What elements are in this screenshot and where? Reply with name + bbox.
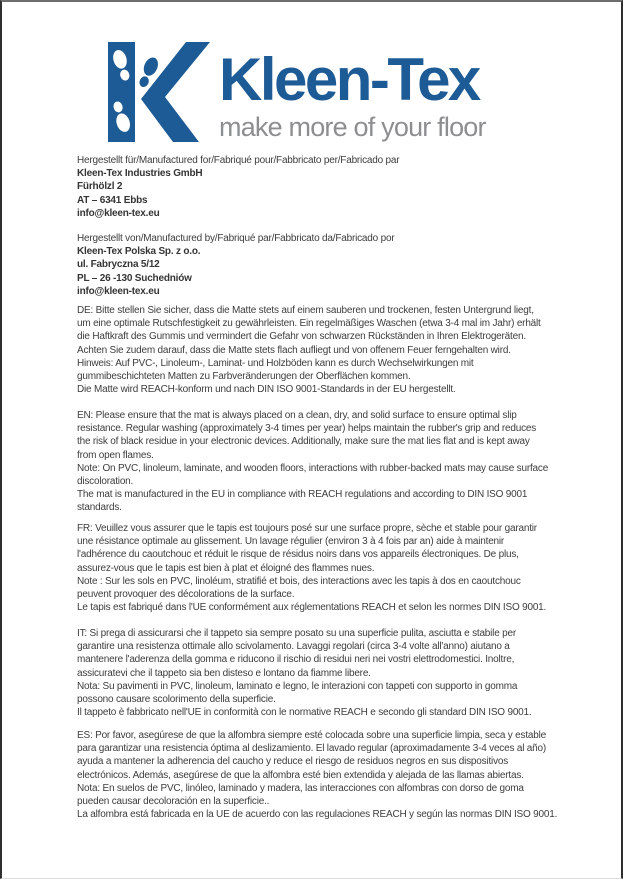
paragraph-line: Hinweis: Auf PVC-, Linoleum-, Laminat- und Holzböden kann es durch Wechselwirkungen mit <box>77 357 474 369</box>
manufactured-by-lines <box>77 245 394 298</box>
paragraph-line: gummibeschichteten Matten zu Farbveränderungen der Oberflächen kommen. <box>77 371 411 383</box>
paragraph-line: Note : Sur les sols en PVC, linoléum, stratifié et bois, des interactions avec les tapis à dos en caoutchouc <box>77 575 521 587</box>
paragraph-line: the risk of black residue in your electronic devices. Additionally, make sure the mat lies flat and is kept away <box>77 436 530 448</box>
paragraph-line: La alfombra está fabricada en la UE de acuerdo con las regulaciones REACH y según las normas DIN ISO 9001. <box>77 809 558 821</box>
paragraph-line: l'adhérence du caoutchouc et réduit le risque de résidus noirs dans vos appareils électroniques. De plus, <box>77 549 519 561</box>
paragraph-it <box>77 627 532 719</box>
address-line: Fürhölzl 2 <box>77 181 123 193</box>
paragraph-line: Nota: Su pavimenti in PVC, linoleum, laminato e legno, le interazioni con tappeti con supporto in gomma <box>77 680 518 692</box>
paragraph-line: DE: Bitte stellen Sie sicher, dass die Matte stets auf einem sauberen und trockenen, festen Untergrund liegt, <box>77 305 534 316</box>
paragraph-line: FR: Veuillez vous assurer que le tapis est toujours posé sur une surface propre, sèche et stable pour garantir <box>77 523 537 534</box>
paragraph-line: Nota: En suelos de PVC, linóleo, laminado y madera, las interacciones con alfombras con dorso de goma <box>77 782 524 794</box>
kleen-tex-logo <box>102 42 486 142</box>
paragraph-line: une résistance optimale au glissement. Un lavage régulier (environ 3 à 4 fois par an) aide à maintenir <box>77 536 505 548</box>
paragraph-line: Achten Sie zudem darauf, dass die Matte stets flach aufliegt und von offenem Feuer ferngehalten wird. <box>77 344 511 356</box>
paragraph-es <box>77 729 557 821</box>
address-line: Kleen-Tex Polska Sp. z o.o. <box>77 246 201 258</box>
paragraph-line: um eine optimale Rutschfestigkeit zu gewährleisten. Ein regelmäßiges Waschen (etwa 3-4 mal im Jahr) erhält <box>77 318 541 330</box>
paragraph-line: mantenere l'aderenza della gomma e riducono il rischio di residui neri nei vostri elettrodomestici. Inoltre, <box>77 654 515 666</box>
paragraph-fr <box>77 522 546 614</box>
paragraph-line: garantire una resistenza ottimale allo scivolamento. Lavaggi regolari (circa 3-4 volte all'anno) aiutano a <box>77 641 510 653</box>
manufactured-for-lines <box>77 167 399 220</box>
address-line: info@kleen-tex.eu <box>77 207 160 219</box>
brand-name: Kleen-Tex <box>219 46 479 113</box>
manufactured-for-heading: Hergestellt für/Manufactured for/Fabriqué pour/Fabbricato per/Fabricado par <box>77 155 400 166</box>
paragraph-line: Le tapis est fabriqué dans l'UE conformément aux réglementations REACH et selon les normes DIN ISO 9001. <box>77 602 547 614</box>
paragraph-line: ayuda a mantener la adherencia del caucho y reduce el riesgo de residuos negros en sus dispositivos <box>77 756 509 768</box>
paragraph-line: Note: On PVC, linoleum, laminate, and wooden floors, interactions with rubber-backed mats may cause surface <box>77 462 549 474</box>
paragraph-line: resistance. Regular washing (approximately 3-4 times per year) helps maintain the rubber's grip and reduces <box>77 423 537 435</box>
paragraph-line: die Haftkraft des Gummis und vermindert die Gefahr von schwarzen Rückständen in Ihren Elektrogeräten. <box>77 331 526 343</box>
paragraph-line: assurez-vous que le tapis est bien à plat et éloigné des flammes nues. <box>77 562 375 574</box>
paragraph-line: EN: Please ensure that the mat is always placed on a clean, dry, and solid surface to ensure optimal slip <box>77 410 517 421</box>
paragraph-line: discoloration. <box>77 476 134 488</box>
address-line: Kleen-Tex Industries GmbH <box>77 168 203 180</box>
paragraph-line: standards. <box>77 502 122 514</box>
paragraph-line: peuvent provoquer des décolorations de la surface. <box>77 589 295 601</box>
brand-tagline: make more of your floor <box>219 112 486 142</box>
paragraph-line: para garantizar una resistencia óptima al deslizamiento. El lavado regular (aproximadamente 3-4 veces al año) <box>77 743 547 755</box>
paragraph-line: Il tappeto è fabbricato nell'UE in conformità con le normative REACH e secondo gli standard DIN ISO 9001. <box>77 707 532 719</box>
paragraph-line: possono causare scolorimento della superficie. <box>77 694 276 706</box>
paragraph-line: pueden causar decoloración en la superficie.. <box>77 796 270 808</box>
manufactured-by-heading: Hergestellt von/Manufactured by/Fabriqué par/Fabbricato da/Fabricado por <box>77 233 395 244</box>
paragraph-line: The mat is manufactured in the EU in compliance with REACH regulations and according to DIN ISO 9001 <box>77 489 528 501</box>
paragraph-line: assicuratevi che il tappeto sia ben disteso e lontano da fiamme libere. <box>77 667 371 679</box>
address-line: info@kleen-tex.eu <box>77 285 160 297</box>
paragraph-line: ES: Por favor, asegúrese de que la alfombra siempre esté colocada sobre una superficie limpia, seca y estable <box>77 730 547 741</box>
logo-text <box>219 42 486 141</box>
paragraph-line: IT: Si prega di assicurarsi che il tappeto sia sempre posato su una superficie pulita, asciutta e stabile per <box>77 628 517 639</box>
manufactured-for-block <box>77 154 399 220</box>
address-line: ul. Fabryczna 5/12 <box>77 259 160 271</box>
address-line: PL – 26 -130 Suchedniów <box>77 272 192 284</box>
paragraph-line: electrónicos. Además, asegúrese de que la alfombra esté bien extendida y alejada de las llamas abiertas. <box>77 769 524 781</box>
address-line: AT – 6341 Ebbs <box>77 194 148 206</box>
manufactured-by-block <box>77 232 394 298</box>
kleen-tex-k-footprints-icon <box>102 42 210 142</box>
paragraph-line: Die Matte wird REACH-konform und nach DIN ISO 9001-Standards in der EU hergestellt. <box>77 384 456 396</box>
paragraph-de <box>77 304 541 396</box>
paragraph-en <box>77 409 548 515</box>
paragraph-line: from open flames. <box>77 449 154 461</box>
